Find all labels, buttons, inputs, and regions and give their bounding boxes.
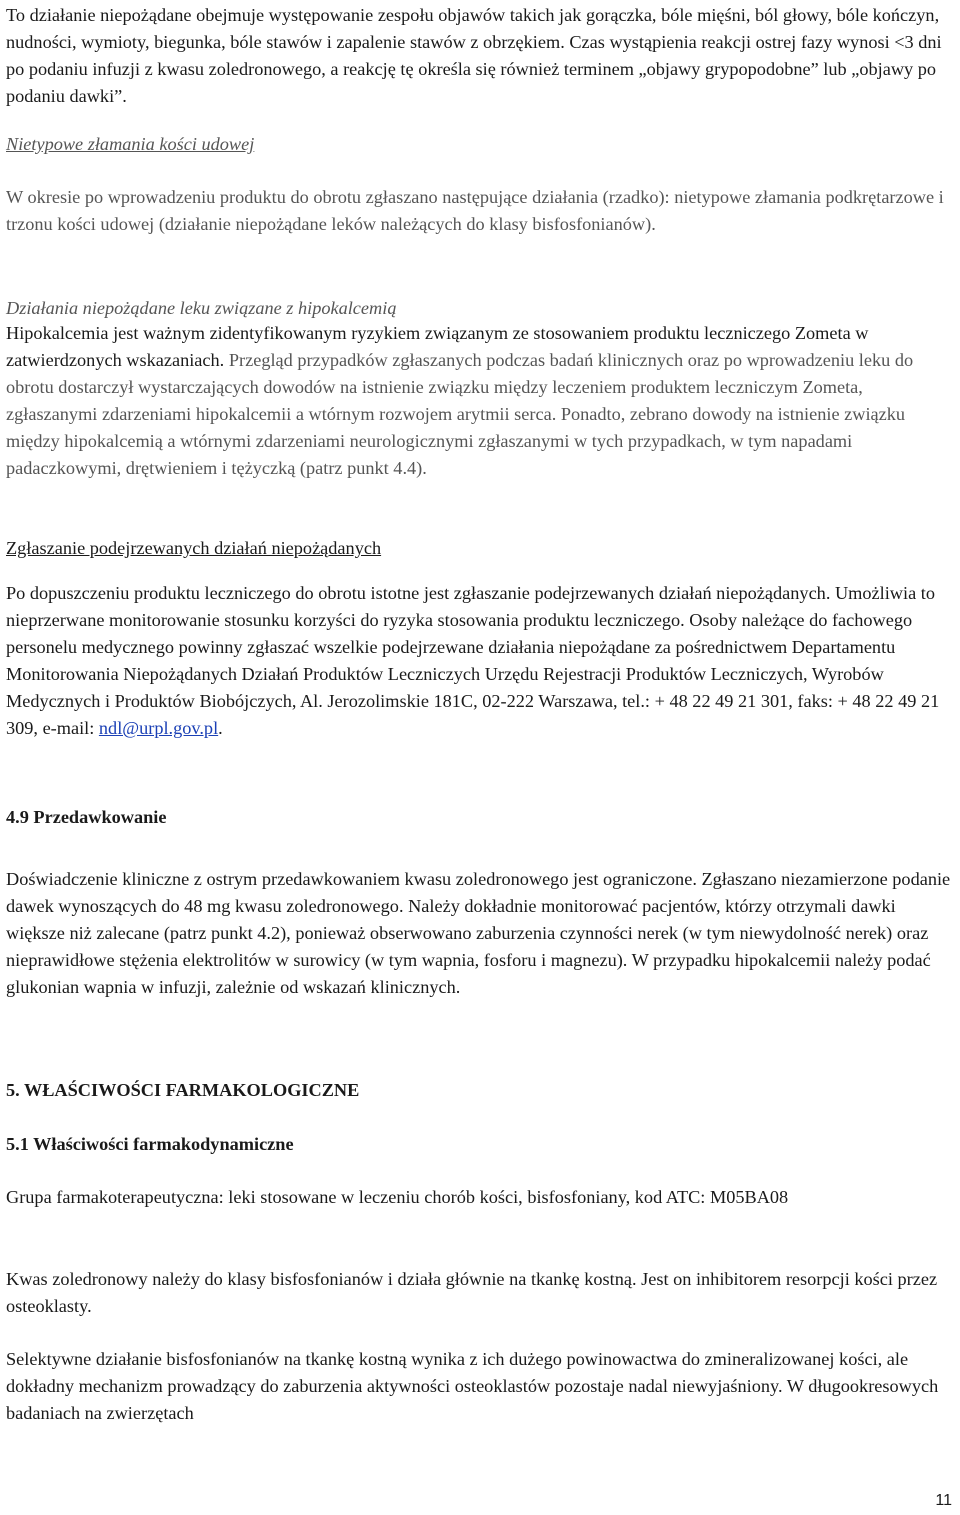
reporting-end: . (218, 718, 223, 738)
reporting-paragraph (6, 580, 954, 742)
hypocalcemia-text-dark: Hipokalcemia jest ważnym zidentyfikowanym ryzykiem związanym ze stosowaniem produktu leczniczego Zometa w zatwierdzonych wskazaniach. (6, 323, 869, 370)
section5-heading: 5. WŁAŚCIWOŚCI FARMAKOLOGICZNE (6, 1080, 360, 1100)
hypocalcemia-text-rest: Przegląd przypadków zgłaszanych podczas badań klinicznych oraz po wprowadzeniu leku do obrotu dostarczył wystarczających dowodów na istnienie związku między leczeniem produktem leczniczym Zometa, zgłaszanymi zdarzeniami hipokalcemii a wtórnym rozwojem arytmii serca. Ponadto, zebrano dowody na istnienie związku między hipokalcemią a wtórnymi zdarzeniami neurologicznymi zgłaszanymi w tych przypadkach, w tym napadami padaczkowymi, drętwieniem i tężyczką (patrz punkt 4.4). (6, 350, 914, 478)
mechanism-paragraph-1: Kwas zoledronowy należy do klasy bisfosfonianów i działa głównie na tkankę kostną. Jest on inhibitorem resorpcji kości przez osteoklasty. (6, 1269, 938, 1316)
reporting-text: Po dopuszczeniu produktu leczniczego do obrotu istotne jest zgłaszanie podejrzewanych działań niepożądanych. Umożliwia to nieprzerwane monitorowanie stosunku korzyści do ryzyka stosowania produktu leczniczego. Osoby należące do fachowego personelu medycznego powinny zgłaszać wszelkie podejrzewane działania niepożądane za pośrednictwem Departamentu Monitorowania Niepożądanych Działań Produktów Leczniczych Urzędu Rejestracji Produktów Leczniczych, Wyrobów Medycznych i Produktów Biobójczych, Al. Jerozolimskie 181C, 02-222 Warszawa, tel.: + 48 22 49 21 301, faks: + 48 22 49 21 309, e-mail: (6, 583, 940, 738)
hypocalcemia-paragraph (6, 320, 954, 482)
atypical-fractures-paragraph: W okresie po wprowadzeniu produktu do obrotu zgłaszano następujące działania (rzadko): nietypowe złamania podkrętarzowe i trzonu kości udowej (działanie niepożądane leków należących do klasy bisfosfonianów). (6, 187, 944, 234)
email-link[interactable]: ndl@urpl.gov.pl (98, 718, 219, 738)
overdose-heading: 4.9 Przedawkowanie (6, 807, 167, 827)
reporting-heading: Zgłaszanie podejrzewanych działań niepożądanych (6, 538, 382, 558)
page-number: 11 (935, 1492, 952, 1509)
section51-heading: 5.1 Właściwości farmakodynamiczne (6, 1134, 294, 1154)
intro-paragraph: To działanie niepożądane obejmuje występowanie zespołu objawów takich jak gorączka, bóle mięśni, ból głowy, bóle kończyn, nudności, wymioty, biegunka, bóle stawów i zapalenie stawów z obrzękiem. Czas wystąpienia reakcji ostrej fazy wynosi <3 dni po podaniu infuzji z kwasu zoledronowego, a reakcję tę określa się również terminem „objawy grypopodobne” lub „objawy po podaniu dawki”. (6, 5, 942, 106)
atc-group-paragraph: Grupa farmakoterapeutyczna: leki stosowane w leczeniu chorób kości, bisfosfoniany, kod ATC: M05BA08 (6, 1187, 789, 1207)
hypocalcemia-heading: Działania niepożądane leku związane z hipokalcemią (6, 298, 397, 318)
atypical-fractures-heading: Nietypowe złamania kości udowej (6, 134, 255, 154)
overdose-paragraph: Doświadczenie kliniczne z ostrym przedawkowaniem kwasu zoledronowego jest ograniczone. Zgłaszano niezamierzone podanie dawek wynoszących do 48 mg kwasu zoledronowego. Należy dokładnie monitorować pacjentów, którzy otrzymali dawki większe niż zalecane (patrz punkt 4.2), ponieważ obserwowano zaburzenia czynności nerek (w tym niewydolność nerek) oraz nieprawidłowe stężenia elektrolitów w surowicy (w tym wapnia, fosforu i magnezu). W przypadku hipokalcemii należy podać glukonian wapnia w infuzji, zależnie od wskazań klinicznych. (6, 869, 951, 997)
mechanism-paragraph-2: Selektywne działanie bisfosfonianów na tkankę kostną wynika z ich dużego powinowactwa do zmineralizowanej kości, ale dokładny mechanizm prowadzący do zaburzenia aktywności osteoklastów pozostaje nadal niewyjaśniony. W długookresowych badaniach na zwierzętach (6, 1349, 939, 1423)
